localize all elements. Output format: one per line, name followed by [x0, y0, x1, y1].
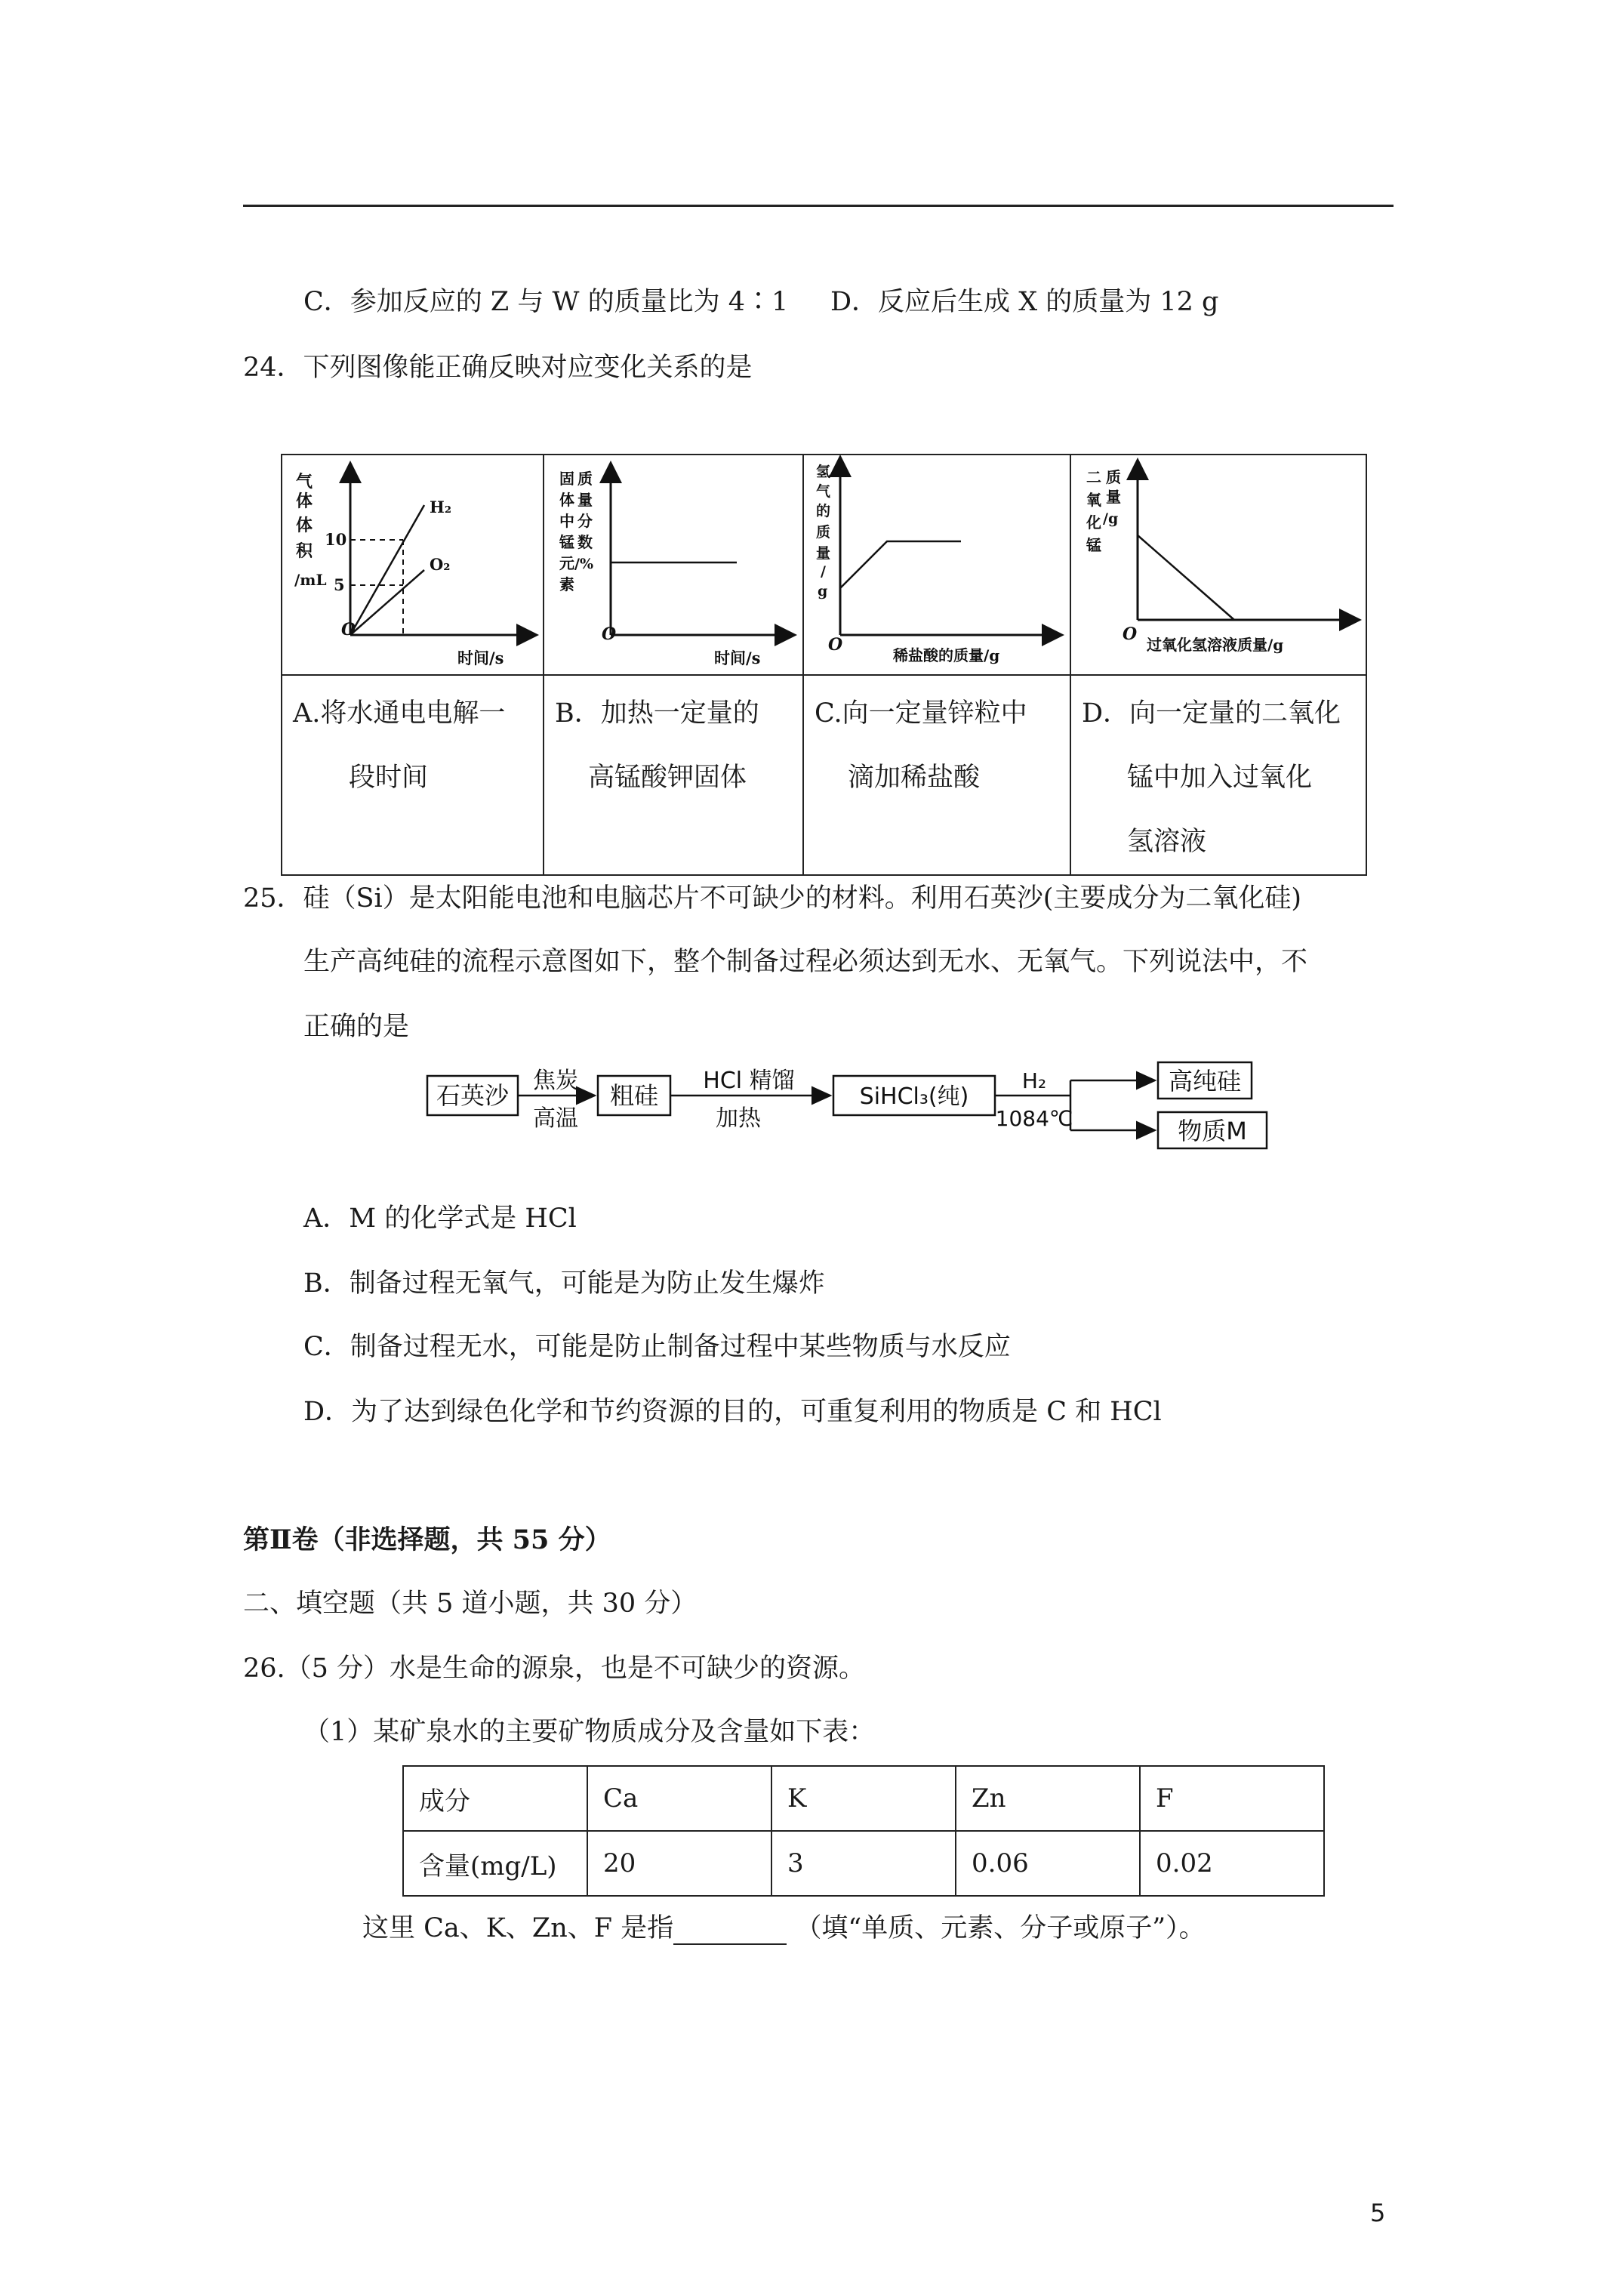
q25-option-d: D．为了达到绿色化学和节约资源的目的，可重复利用的物质是 C 和 HCl — [303, 1397, 1162, 1427]
graph-b-cell — [544, 455, 803, 675]
q26-fill-line — [362, 1912, 1206, 1945]
graph-b-ylabel-c2-0: 质 — [577, 470, 593, 488]
q24-stem: 24．下列图像能正确反映对应变化关系的是 — [243, 353, 753, 383]
mineral-header-cell: 成分 — [403, 1766, 587, 1831]
graph-d-origin: O — [1123, 624, 1138, 644]
q23-option-d: D．反应后生成 X 的质量为 12 g — [830, 287, 1219, 317]
box-pure-silicon-label: 高纯硅 — [1168, 1067, 1242, 1096]
graph-c-ylabel-2: 的 — [816, 503, 831, 519]
graph-d-cell — [1070, 455, 1366, 675]
mineral-value-cell: 含量(mg/L) — [403, 1831, 587, 1896]
arrow-2-bottom: 加热 — [716, 1105, 761, 1132]
graph-b-xlabel: 时间/s — [714, 649, 761, 667]
q25-stem-line-1: 25．硅（Si）是太阳能电池和电脑芯片不可缺少的材料。利用石英沙(主要成分为二氧化硅) — [243, 883, 1302, 914]
graph-a-xlabel: 时间/s — [457, 649, 504, 667]
graph-a-series-o2: O₂ — [430, 555, 451, 574]
graph-a-ytick-10: 10 — [325, 530, 347, 549]
h2-line — [350, 505, 424, 635]
q25-stem-line-2: 生产高纯硅的流程示意图如下，整个制备过程必须达到无水、无氧气。下列说法中，不 — [303, 947, 1308, 977]
mineral-value-cell: 3 — [771, 1831, 956, 1896]
graph-b-ylabel-c1-0: 固 — [559, 470, 574, 488]
graph-c — [804, 455, 1070, 674]
graph-d-ylabel-c2-2: /g — [1103, 510, 1119, 527]
graph-a-ylabel-0: 气 — [296, 472, 313, 492]
graph-a-ytick-5: 5 — [334, 575, 345, 594]
graph-a-ylabel-1: 体 — [296, 492, 313, 511]
arrow-3-top: H₂ — [1021, 1068, 1047, 1093]
arrow-2-top: HCl 精馏 — [703, 1068, 795, 1094]
graph-a-caption-line-1: A.将水通电电解一 — [293, 698, 506, 729]
graph-d-caption-line-1: D．向一定量的二氧化 — [1082, 698, 1341, 729]
q25-option-b: B．制备过程无氧气，可能是为防止发生爆炸 — [303, 1268, 825, 1299]
graph-b-ylabel-c1-2: 中 — [559, 512, 574, 530]
graph-d-ylabel-c2-0: 质 — [1106, 468, 1121, 486]
graph-c-xlabel: 稀盐酸的质量/g — [893, 646, 1000, 664]
box-quartz-sand-label: 石英沙 — [436, 1081, 510, 1110]
box-sihcl3-label: SiHCl₃(纯) — [859, 1083, 969, 1110]
graph-d — [1071, 455, 1366, 674]
h2-mass-line — [840, 541, 961, 588]
mineral-table-header-row — [403, 1766, 1324, 1831]
graph-b-ylabel-c2-4: /% — [574, 556, 593, 572]
graph-b-ylabel-c1-1: 体 — [559, 491, 574, 509]
graph-a-ylabel-3: 积 — [296, 541, 313, 561]
arrow-1-bottom: 高温 — [533, 1105, 578, 1132]
graph-a — [282, 455, 543, 674]
graph-c-cell — [803, 455, 1070, 675]
graph-b-ylabel-c2-1: 量 — [577, 491, 593, 509]
graph-b-caption-line-2: 高锰酸钾固体 — [588, 763, 747, 793]
mineral-value-cell: 0.02 — [1140, 1831, 1324, 1896]
mineral-header-cell: Ca — [587, 1766, 771, 1831]
graph-c-caption-line-2: 滴加稀盐酸 — [848, 763, 981, 793]
graph-a-ylabel-2: 体 — [296, 516, 313, 535]
section-title: 二、填空题（共 5 道小题，共 30 分） — [243, 1589, 698, 1619]
graph-d-xlabel: 过氧化氢溶液质量/g — [1147, 636, 1284, 654]
mineral-value-cell: 0.06 — [956, 1831, 1140, 1896]
graph-b-origin: O — [602, 624, 617, 644]
graph-d-caption-line-3: 氢溶液 — [1127, 827, 1207, 857]
graph-a-caption — [282, 675, 544, 875]
silicon-flow-diagram — [423, 1061, 1276, 1163]
o2-line — [350, 570, 424, 635]
graph-d-ylabel-c2-1: 量 — [1106, 488, 1121, 506]
mineral-table-value-row — [403, 1831, 1324, 1896]
arrow-1-top: 焦炭 — [533, 1068, 578, 1094]
graph-b — [544, 455, 802, 674]
graph-c-ylabel-6: g — [818, 583, 828, 599]
fill-prefix: 这里 Ca、K、Zn、F 是指 — [362, 1913, 674, 1943]
graph-a-series-h2: H₂ — [430, 498, 452, 516]
arrow-3-bottom: 1084℃ — [995, 1106, 1073, 1131]
graph-a-origin: O — [341, 620, 356, 639]
graph-a-cell — [282, 455, 544, 675]
graph-c-caption-line-1: C.向一定量锌粒中 — [815, 698, 1027, 729]
header-rule — [243, 205, 1394, 207]
graph-a-caption-line-2: 段时间 — [349, 763, 429, 793]
q25-option-c: C．制备过程无水，可能是防止制备过程中某些物质与水反应 — [303, 1332, 1011, 1362]
graph-b-ylabel-c2-2: 分 — [577, 512, 593, 530]
graph-a-ylabel-4: /mL — [294, 571, 327, 589]
graph-b-ylabel-c1-3: 锰 — [559, 533, 574, 551]
q26-sub1: （1）某矿泉水的主要矿物质成分及含量如下表： — [303, 1717, 876, 1747]
mineral-header-cell: K — [771, 1766, 956, 1831]
graph-c-caption — [803, 675, 1070, 875]
graph-c-ylabel-3: 质 — [816, 524, 831, 541]
box-crude-silicon-label: 粗硅 — [609, 1081, 659, 1110]
box-substance-m-label: 物质M — [1178, 1117, 1247, 1145]
mno2-mass-line — [1138, 535, 1234, 620]
mineral-value-cell: 20 — [587, 1831, 771, 1896]
graph-b-caption — [544, 675, 803, 875]
page-number: 5 — [1370, 2199, 1386, 2227]
graph-d-caption-line-2: 锰中加入过氧化 — [1127, 763, 1313, 793]
mineral-header-cell: F — [1140, 1766, 1324, 1831]
graph-b-ylabel-c2-3: 数 — [577, 533, 593, 551]
graph-d-ylabel-c1-1: 氧 — [1086, 491, 1101, 509]
q23-option-c: C．参加反应的 Z 与 W 的质量比为 4∶1 — [303, 287, 789, 317]
q24-graph-table — [281, 454, 1367, 876]
graph-c-ylabel-5: / — [821, 563, 826, 580]
graph-d-ylabel-c1-3: 锰 — [1086, 536, 1101, 554]
mineral-table — [402, 1765, 1325, 1897]
graph-c-ylabel-1: 气 — [816, 483, 831, 500]
graph-d-ylabel-c1-2: 化 — [1086, 513, 1101, 532]
graph-b-ylabel-c1-5: 素 — [559, 575, 574, 593]
q25-option-a: A．M 的化学式是 HCl — [303, 1203, 577, 1234]
fill-suffix: （填“单质、元素、分子或原子”）。 — [795, 1913, 1206, 1943]
answer-blank[interactable] — [673, 1916, 787, 1945]
graph-b-caption-line-1: B．加热一定量的 — [555, 698, 759, 729]
part2-title: 第Ⅱ卷（非选择题，共 55 分） — [243, 1524, 611, 1555]
q26-stem: 26.（5 分）水是生命的源泉，也是不可缺少的资源。 — [243, 1653, 866, 1684]
graph-d-ylabel-c1-0: 二 — [1086, 468, 1101, 486]
mineral-header-cell: Zn — [956, 1766, 1140, 1831]
graph-c-ylabel-4: 量 — [816, 545, 831, 562]
graph-c-ylabel-0: 氢 — [816, 464, 831, 480]
graph-b-ylabel-c1-4: 元 — [559, 554, 574, 572]
graph-c-origin: O — [828, 635, 843, 655]
q25-stem-line-3: 正确的是 — [303, 1012, 410, 1042]
graph-d-caption — [1070, 675, 1366, 875]
